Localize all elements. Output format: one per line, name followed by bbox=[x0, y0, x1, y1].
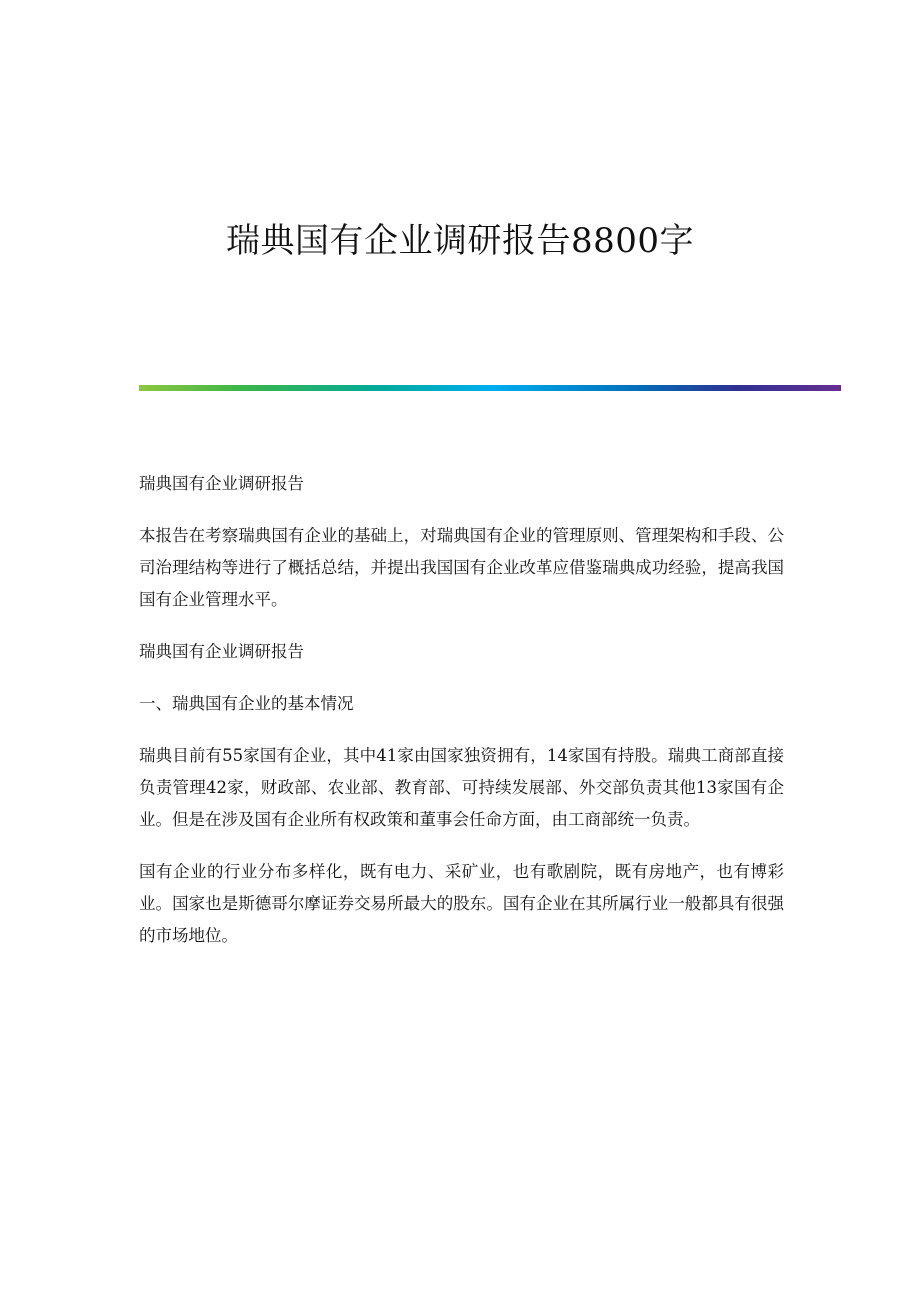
document-title: 瑞典国有企业调研报告8800字 bbox=[225, 221, 695, 261]
section-heading: 瑞典国有企业调研报告 bbox=[139, 474, 304, 493]
body-paragraph: 国有企业的行业分布多样化，既有电力、采矿业，也有歌剧院，既有房地产，也有博彩业。国家也是斯德哥尔摩证券交易所最大的股东。国有企业在其所属行业一般都具有很强的市场地位。 bbox=[139, 862, 784, 945]
abstract-paragraph: 本报告在考察瑞典国有企业的基础上，对瑞典国有企业的管理原则、管理架构和手段、公司治理结构等进行了概括总结，并提出我国国有企业改革应借鉴瑞典成功经验，提高我国国有企业管理水平。 bbox=[139, 526, 784, 609]
body-paragraph: 瑞典目前有55家国有企业，其中41家由国家独资拥有，14家国有持股。瑞典工商部直接负责管理42家，财政部、农业部、教育部、可持续发展部、外交部负责其他13家国有企业。但是在涉及国有企业所有权政策和董事会任命方面，由工商部统一负责。 bbox=[139, 746, 784, 829]
document-body bbox=[139, 468, 784, 972]
title-divider bbox=[139, 385, 841, 391]
section-heading: 瑞典国有企业调研报告 bbox=[139, 642, 304, 661]
chapter-heading: 一、瑞典国有企业的基本情况 bbox=[139, 694, 354, 713]
